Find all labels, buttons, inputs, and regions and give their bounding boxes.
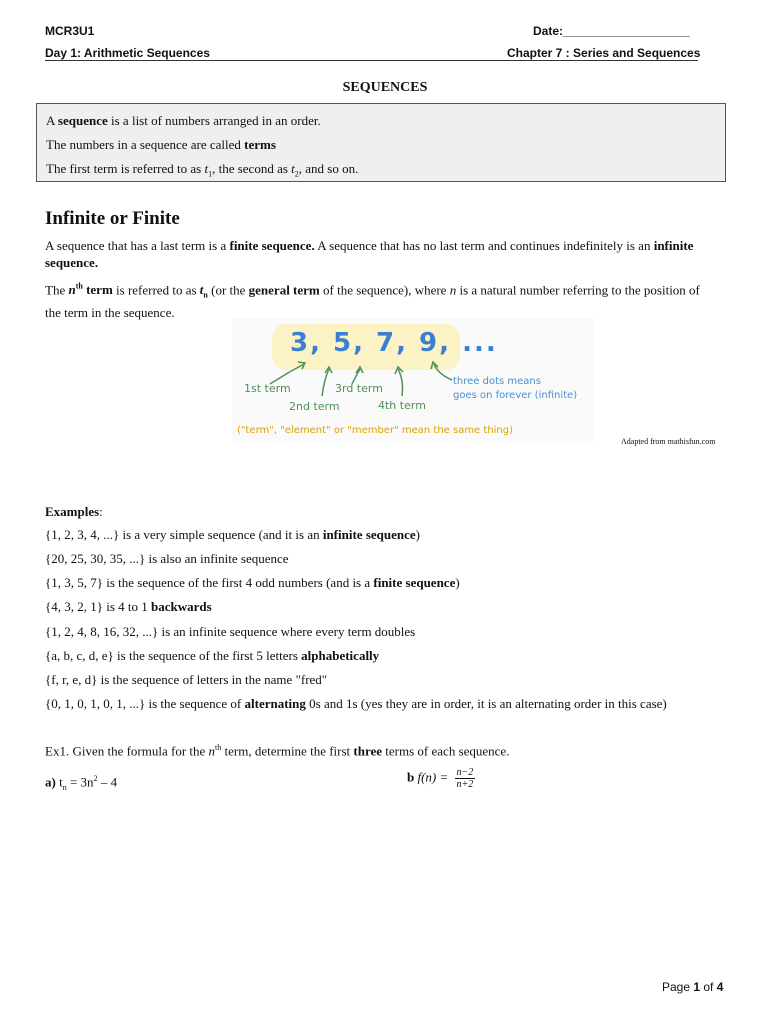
example-item: {1, 2, 4, 8, 16, 32, ...} is an infinite sequence where every term doubles — [45, 624, 416, 639]
section-heading: Infinite or Finite — [45, 208, 180, 229]
example-item: {1, 2, 3, 4, ...} is a very simple sequence (and it is an infinite sequence) — [45, 527, 420, 542]
header-rule — [45, 60, 698, 61]
example-item: {1, 3, 5, 7} is the sequence of the first 4 odd numbers (and is a finite sequence) — [45, 575, 460, 590]
example-item: {0, 1, 0, 1, 0, 1, ...} is the sequence of alternating 0s and 1s (yes they are in order, it is an alternating order in this case) — [45, 696, 667, 711]
chapter-title: Chapter 7 : Series and Sequences — [507, 46, 701, 60]
definition-line-3: The first term is referred to as $t_1$, the second as $t_2$, and so on. — [46, 161, 359, 179]
example-item: {f, r, e, d} is the sequence of letters in the name "fred" — [45, 672, 328, 687]
example-item: {4, 3, 2, 1} is 4 to 1 backwards — [45, 599, 212, 614]
definition-box — [36, 103, 726, 182]
page-title: SEQUENCES — [342, 80, 428, 95]
examples-heading: Examples: — [45, 504, 103, 519]
lesson-title: Day 1: Arithmetic Sequences — [45, 46, 210, 60]
course-code: MCR3U1 — [45, 24, 95, 38]
exercise-1-part-b: b f(n) = $\frac{n-2}{n+2}$ — [407, 767, 474, 790]
exercise-1-part-a: a) $t_n = 3n^2 - 4$ — [45, 774, 118, 792]
terminology-note: ("term", "element" or "member" mean the same thing) — [237, 425, 514, 436]
dots-note-line-1: three dots means — [453, 376, 541, 387]
exercise-1-prompt: Ex1. Given the formula for the $n^{th}$ term, determine the first three terms of each sequence. — [45, 743, 510, 759]
label-1st-term: 1st term — [244, 382, 291, 395]
fraction: $\frac{n-2}{n+2}$ — [456, 767, 474, 790]
sequence-example: 3, 5, 7, 9, ... — [290, 328, 498, 358]
date-field: Date:___________________ — [533, 24, 690, 38]
dots-note-line-2: goes on forever (infinite) — [453, 390, 578, 401]
label-3rd-term: 3rd term — [335, 382, 383, 395]
example-item: {20, 25, 30, 35, ...} is also an infinite sequence — [45, 551, 289, 566]
image-credit: Adapted from mathisfun.com — [621, 437, 716, 446]
finite-infinite-paragraph: A sequence that has a last term is a finite sequence. A sequence that has no last term and continues indefinitely is an infinite sequence. — [45, 238, 694, 270]
label-4th-term: 4th term — [378, 399, 426, 412]
definition-line-2: The numbers in a sequence are called terms — [46, 137, 276, 152]
label-2nd-term: 2nd term — [289, 400, 340, 413]
definition-line-1: A sequence is a list of numbers arranged in an order. — [46, 113, 321, 128]
sequence-illustration — [232, 318, 594, 443]
example-item: {a, b, c, d, e} is the sequence of the first 5 letters alphabetically — [45, 648, 380, 663]
general-term-paragraph: The $n^{th}$ term is referred to as $t_n$ (or the general term of the sequence), where n is a natural number referring to the position of the term in the sequence. — [45, 282, 700, 320]
page-number: Page 1 of 4 — [662, 980, 724, 994]
